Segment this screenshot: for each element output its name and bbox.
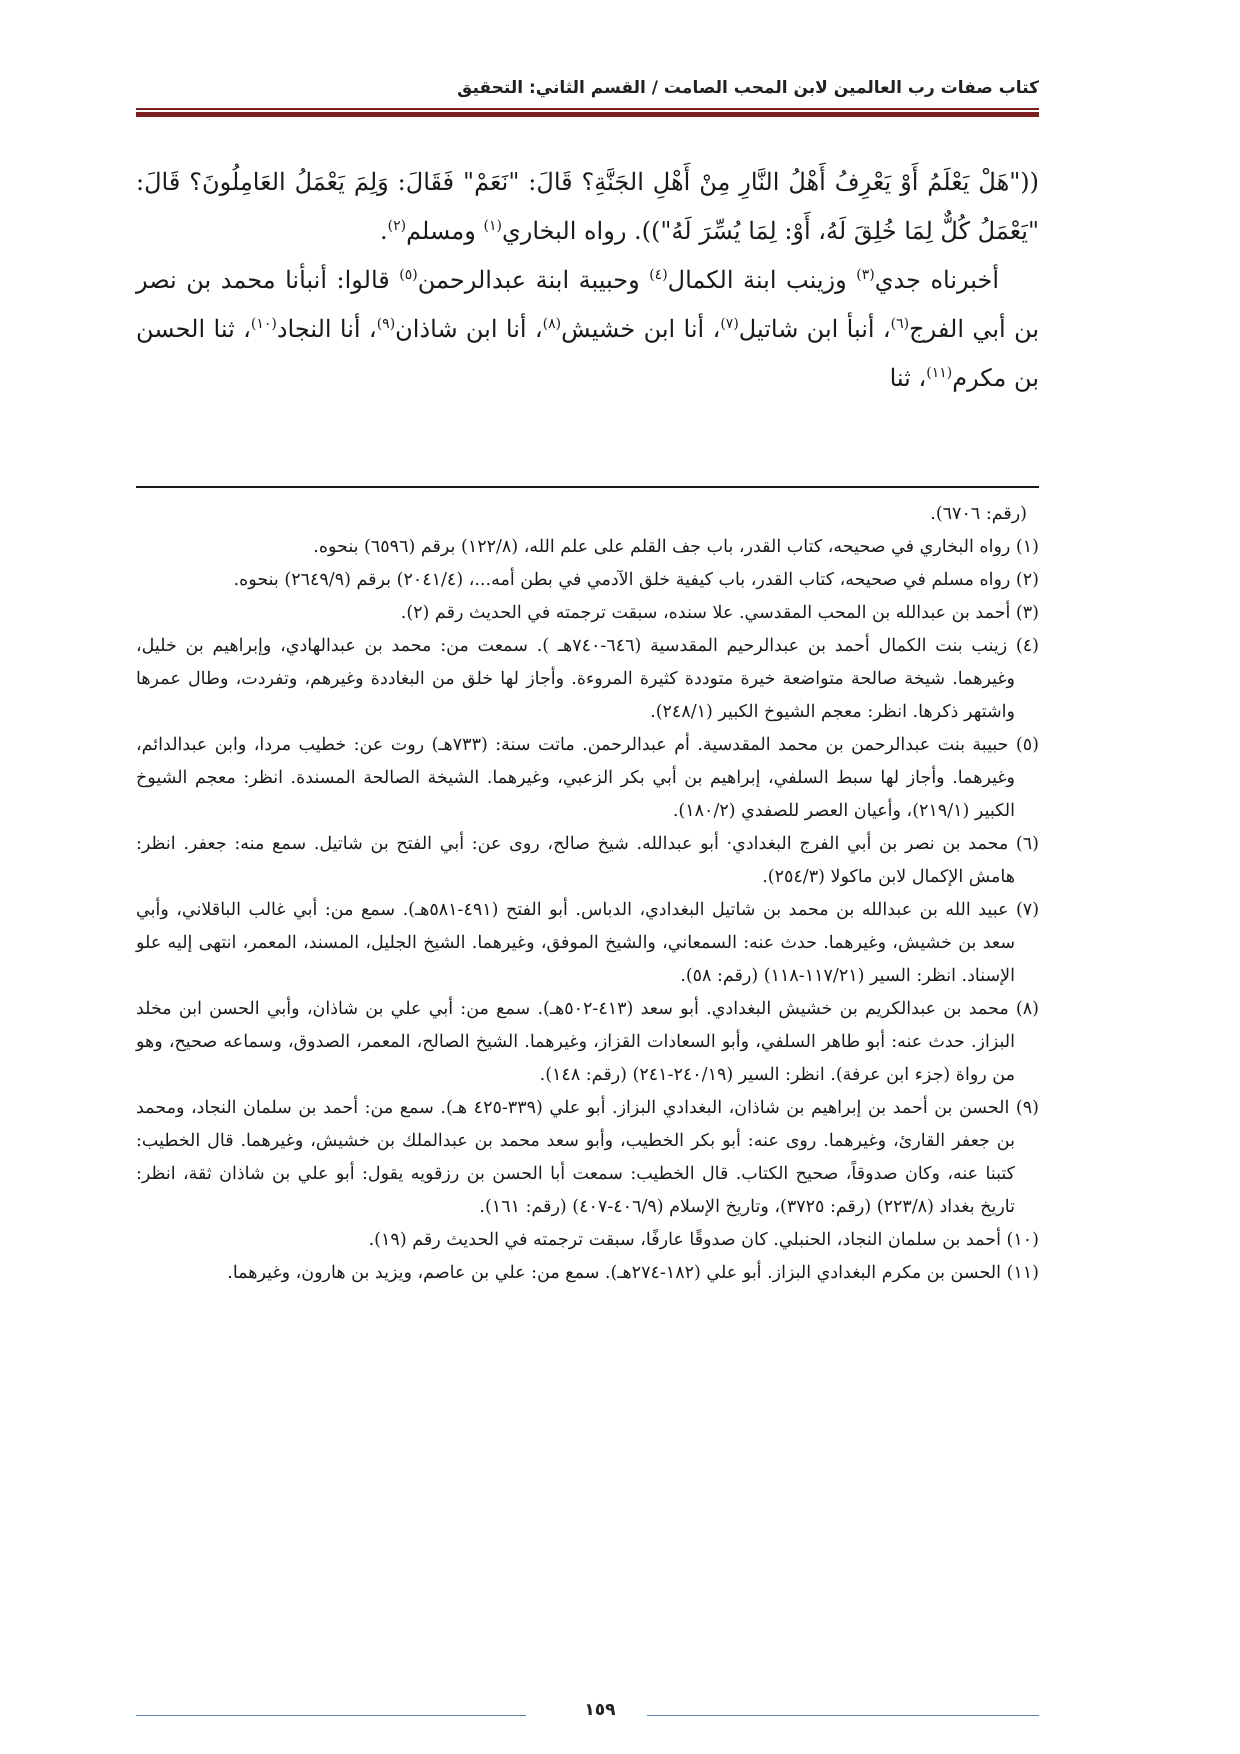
footnote-2: (٢) رواه مسلم في صحيحه، كتاب القدر، باب كيفية خلق الآدمي في بطن أمه...، (٢٠٤١/٤) برقم (٢٦٤٩/٩) بنحوه. [233,570,1039,590]
footnote-ref[interactable]: (٩) [376,316,396,332]
footnote-continuation: (رقم: ٦٧٠٦). [930,504,1027,524]
page-number: ١٥٩ [584,1700,616,1720]
footnote-1: (١) رواه البخاري في صحيحه، كتاب القدر، باب جف القلم على علم الله، (١٢٢/٨) برقم (٦٥٩٦) بنحوه. [313,537,1039,557]
footnote-ref[interactable]: (١١) [926,365,953,381]
footnote-ref[interactable]: (٨) [542,316,562,332]
footnote-8: (٨) محمد بن عبدالكريم بن خشيش البغدادي. أبو سعد (٤١٣-٥٠٢هـ). سمع من: أبي علي بن شاذان، وأبي الحسن ابن مخلد البزاز. حدث عنه: أبو طاهر السلفي، وأبو السعادات القزاز، وغيرهما. الشيخ الصالح، المعمر، الصدوق، وسماعه صحيح، وهو من رواة (جزء ابن عرفة). انظر: السير (٢٤٠/١٩-٢٤١) (رقم: ١٤٨). [136,999,1039,1085]
footnote-6: (٦) محمد بن نصر بن أبي الفرج البغدادي· أبو عبدالله. شيخ صالح، روى عن: أبي الفتح بن شاتيل. سمع منه: جعفر. انظر: هامش الإكمال لابن ماكولا (٢٥٤/٣). [136,834,1039,887]
footnote-7: (٧) عبيد الله بن عبدالله بن محمد بن شاتيل البغدادي، الدباس. أبو الفتح (٤٩١-٥٨١هـ). سمع من: أبي غالب الباقلاني، وأبي سعد بن خشيش، وغيرهما. حدث عنه: السمعاني، والشيخ الموفق، وغيرهما. الشيخ الجليل، المسند، المعمر، انتهى إليه علو الإسناد. انظر: السير (١١٧/٢١-١١٨) (رقم: ٥٨). [136,900,1040,986]
hadith-paragraph: (("هَلْ يَعْلَمُ أَوْ يَعْرِفُ أَهْلُ النَّارِ مِنْ أَهْلِ الجَنَّةِ؟ قَالَ: "نَعَمْ" فَقَالَ: وَلِمَ يَعْمَلُ العَامِلُونَ؟ قَالَ: "يَعْمَلُ كُلٌّ لِمَا خُلِقَ لَهُ، أَوْ: لِمَا يُسِّرَ لَهُ")). رواه البخاري$^{(١)}$ ومسلم$^{(٢)}$. [136,168,1040,245]
footnote-ref[interactable]: (٧) [720,316,739,332]
main-text [136,158,1039,403]
footnote-11: (١١) الحسن بن مكرم البغدادي البزاز. أبو علي (١٨٢-٢٧٤هـ). سمع من: علي بن عاصم، ويزيد بن هارون، وغيرهما. [227,1263,1039,1283]
isnad-paragraph: أخبرناه جدي$^{(٣)}$ وزينب ابنة الكمال$^{(٤)}$ وحبيبة ابنة عبدالرحمن$^{(٥)}$ قالوا: أنبأنا محمد بن نصر بن أبي الفرج$^{(٦)}$، أنبأ ابن شاتيل$^{(٧)}$، أنا ابن خشيش$^{(٨)}$، أنا ابن شاذان$^{(٩)}$، أنا النجاد$^{(١٠)}$، ثنا الحسن بن مكرم$^{(١١)}$، ثنا [136,266,1040,392]
header-rule-thin [136,108,1039,110]
footnote-4: (٤) زينب بنت الكمال أحمد بن عبدالرحيم المقدسية (٦٤٦-٧٤٠هـ ). سمعت من: محمد بن عبدالهادي، وإبراهيم بن خليل، وغيرهما. شيخة صالحة متواضعة خيرة متوددة كثيرة المروءة. وأجاز لها خلق من البغاددة وغيرهم، وتفردت، وطال عمرها واشتهر ذكرها. انظر: معجم الشيوخ الكبير (٢٤٨/١). [136,636,1039,722]
footnote-ref[interactable]: (٦) [890,316,910,332]
footnote-3: (٣) أحمد بن عبدالله بن المحب المقدسي. علا سنده، سبقت ترجمته في الحديث رقم (٢). [400,603,1039,623]
footnote-ref[interactable]: (١٠) [250,316,277,332]
footnote-ref[interactable]: (١) [483,218,502,234]
footnotes [136,498,1039,1290]
footnote-ref[interactable]: (٤) [649,267,668,283]
footnote-ref[interactable]: (٢) [387,218,407,234]
footnote-ref[interactable]: (٥) [399,267,418,283]
footnote-5: (٥) حبيبة بنت عبدالرحمن بن محمد المقدسية. أم عبدالرحمن. ماتت سنة: (٧٣٣هـ) روت عن: خطيب مردا، وابن عبدالدائم، وغيرهما. وأجاز لها سبط السلفي، إبراهيم بن أبي بكر الزعبي، وغيرهما. الشيخة الصالحة المسندة. انظر: معجم الشيوخ الكبير (٢١٩/١)، وأعيان العصر للصفدي (١٨٠/٢). [136,735,1039,821]
footnote-ref[interactable]: (٣) [856,267,875,283]
footer-rule-right [647,1715,1039,1716]
footnote-separator [136,486,1039,488]
footnote-10: (١٠) أحمد بن سلمان النجاد، الحنبلي. كان صدوقًا عارفًا، سبقت ترجمته في الحديث رقم (١٩). [368,1230,1039,1250]
running-header: كتاب صفات رب العالمين لابن المحب الصامت / القسم الثاني: التحقيق [457,78,1039,98]
header-rule-thick [136,112,1039,117]
footnote-9: (٩) الحسن بن أحمد بن إبراهيم بن شاذان، البغدادي البزاز. أبو علي (٣٣٩-٤٢٥ هـ). سمع من: أحمد بن سلمان النجاد، ومحمد بن جعفر القارئ، وغيرهما. روى عنه: أبو بكر الخطيب، وأبو سعد محمد بن عبدالملك بن خشيش، وغيرهما. قال الخطيب: كتبنا عنه، وكان صدوقاً، صحيح الكتاب. قال الخطيب: سمعت أبا الحسن بن رزقويه يقول: أبو علي بن شاذان ثقة، انظر: تاريخ بغداد (٢٢٣/٨) (رقم: ٣٧٢٥)، وتاريخ الإسلام (٤٠٦/٩-٤٠٧) (رقم: ١٦١). [136,1098,1039,1217]
footer-rule-left [136,1715,526,1716]
